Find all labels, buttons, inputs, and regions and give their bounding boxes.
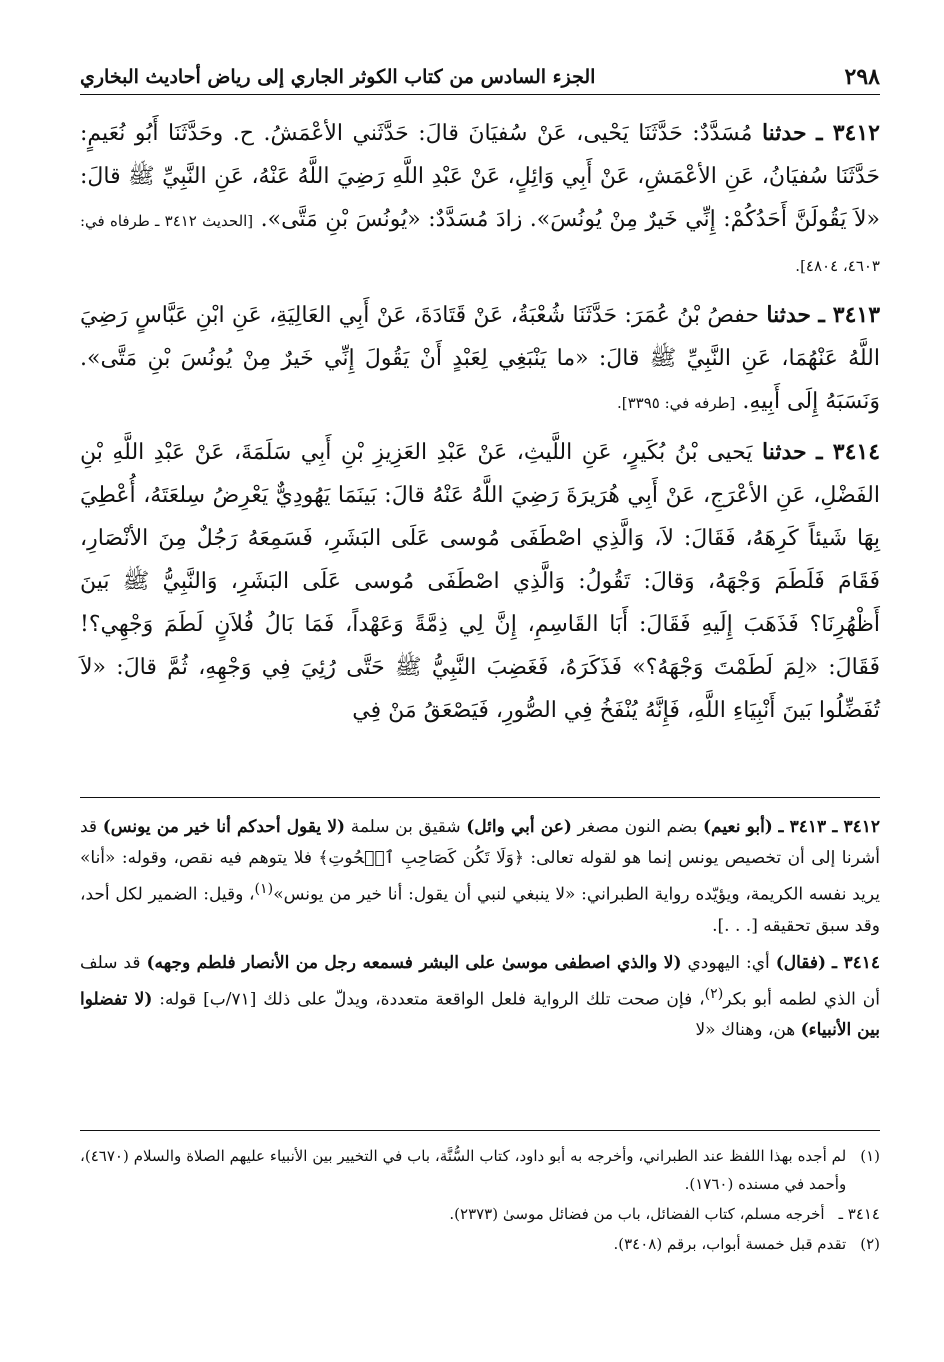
page-number: ٢٩٨ xyxy=(844,64,880,90)
commentary-text: ، وقيل: الضمير لكل أحد، وقد سبق تحقيقه [. . .]. xyxy=(80,884,880,936)
commentary-term: (لا يقول أحدكم أنا خير من يونس) xyxy=(102,817,346,837)
commentary-divider xyxy=(80,797,880,798)
commentary-text: بضم النون مصغر xyxy=(571,817,703,837)
footnote-text: لم أجده بهذا اللفظ عند الطبراني، وأخرجه به أبو داود، كتاب السُّنَّة، باب في التخيير بين الأنبياء عليهم الصلاة والسلام (٤٦٧٠)، وأحمد في مسنده (١٧٦٠). xyxy=(80,1147,847,1193)
hadith-body: حفصُ بْنُ عُمَرَ: حَدَّثَنَا شُعْبَةُ، عَنْ قَتَادَةَ، عَنْ أَبِي العَالِيَةِ، عَنِ ابْنِ عَبَّاسٍ رَضِيَ اللَّهُ عَنْهُمَا، عَنِ النَّبِيِّ ﷺ قالَ: «ما يَنْبَغِي لِعَبْدٍ أَنْ يَقُولَ إِنِّي خَيرٌ مِنْ يُونُسَ بْنِ مَتَّى». وَنَسَبَهُ إِلَى أَبِيهِ. xyxy=(80,303,880,414)
commentary-term: (لا تفضلوا بين الأنبياء) xyxy=(80,989,880,1041)
commentary-text: ، فإن صحت تلك الرواية فلعل الواقعة متعددة، ويدلّ على ذلك [٧١/ب] قوله: xyxy=(152,989,705,1010)
hadith-number: ٣٤١٣ ـ xyxy=(818,302,881,328)
commentary-3414 xyxy=(80,948,880,1047)
hadith-3414 xyxy=(80,431,880,732)
commentary-text: شقيق بن سلمة xyxy=(345,817,467,837)
footnote-number: (١) xyxy=(860,1147,880,1165)
commentary-text: قد أشرنا إلى أن تخصيص يونس إنما هو لقوله تعالى: ﴿وَلَا تَكُن كَصَاحِبِ ٱلۡحُوتِ﴾ فلا يتوهم فيه نقص، وقوله: «أنا» يريد نفسه الكريمة، ويؤيّده رواية الطبراني: «لا ينبغي لنبي أن يقول: أنا خير من يونس» xyxy=(80,817,880,905)
footnote-2 xyxy=(80,1230,880,1258)
commentary-text: أي: اليهودي xyxy=(681,952,776,973)
hadith-body: مُسَدَّدٌ: حَدَّثَنَا يَحْيى، عَنْ سُفيَانَ قالَ: حَدَّثَني الأعْمَشُ. ح. وحَدَّثَنَا أَبُو نُعَيمٍ: حَدَّثَنَا سُفيَانُ، عَنِ الأعْمَشِ، عَنْ أَبِي وَائِلٍ، عَنْ عَبْدِ اللَّهِ رَضِيَ اللَّهُ عَنْهُ، عَنِ النَّبِيِّ ﷺ قالَ: «لاَ يَقُولَنَّ أَحَدُكُمْ: إِنِّي خَيرٌ مِنْ يُونُسَ». زادَ مُسَدَّدٌ: «يُونُسَ بْنِ مَتَّى». xyxy=(80,121,880,232)
commentary-text: هن، وهناك «لا xyxy=(695,1020,801,1041)
commentary-term: (لا والذي اصطفى موسىٰ على البشر فسمعه رجل من الأنصار فلطم وجهه) xyxy=(146,952,682,973)
hadith-number: ٣٤١٤ ـ xyxy=(816,439,881,465)
page-header xyxy=(80,56,880,95)
footnote-3414 xyxy=(80,1200,880,1228)
commentary-section xyxy=(80,812,880,1052)
commentary-term: (عن أبي وائل) xyxy=(466,817,572,837)
footnotes-divider xyxy=(80,1130,880,1131)
hadith-lead: حدثنا xyxy=(761,439,807,465)
footnotes-section xyxy=(80,1142,880,1260)
hadith-number: ٣٤١٢ ـ xyxy=(816,120,880,146)
hadith-lead: حدثنا xyxy=(761,120,807,146)
hadith-lead: حدثنا xyxy=(766,302,811,328)
footnote-marker: (١) xyxy=(254,881,274,897)
running-title: الجزء السادس من كتاب الكوثر الجاري إلى رياض أحاديث البخاري xyxy=(80,66,596,88)
hadith-3413 xyxy=(80,294,880,425)
footnote-text: تقدم قبل خمسة أبواب، برقم (٣٤٠٨). xyxy=(613,1235,847,1253)
footnote-marker: (٢) xyxy=(704,985,724,1002)
footnote-number: (٢) xyxy=(860,1235,880,1253)
commentary-term: (أبو نعيم) xyxy=(703,817,773,837)
hadith-text xyxy=(80,112,880,738)
footnote-number: ٣٤١٤ ـ xyxy=(838,1205,880,1223)
footnote-1 xyxy=(80,1142,880,1198)
hadith-reference: [الحديث ٣٤١٢ ـ طرفاه في: ٤٦٠٣، ٤٨٠٤]. xyxy=(80,212,880,275)
commentary-number: ٣٤١٤ ـ xyxy=(832,952,881,973)
hadith-reference: [طرفه في: ٣٣٩٥]. xyxy=(616,394,736,412)
hadith-body: يَحيى بْنُ بُكَيرٍ، عَنِ اللَّيثِ، عَنْ عَبْدِ العَزِيزِ بْنِ أَبِي سَلَمَةَ، عَنْ عَبْدِ اللَّهِ بْنِ الفَضْلِ، عَنِ الأعْرَجِ، عَنْ أَبِي هُرَيرَةَ رَضِيَ اللَّهُ عَنْهُ قالَ: بَينَمَا يَهُودِيٌّ يَعْرِضُ سِلعَتَهُ، أُعْطِيَ بِهَا شَيئاً كَرِهَهُ، فَقَالَ: لاَ، وَالَّذِي اصْطَفَى مُوسى عَلَى البَشَرِ، فَسَمِعَهُ رَجُلٌ مِنَ الأنْصَارِ، فَقَامَ فَلَطَمَ وَجْهَهُ، وَقالَ: تَقُولُ: وَالَّذِي اصْطَفَى مُوسى عَلَى البَشَرِ، وَالنَّبِيُّ ﷺ بَينَ أَظْهُرِنَا؟ فَذَهَبَ إِلَيهِ فَقَالَ: أَبَا القَاسِمِ، إِنَّ لِي ذِمَّةً وَعَهْداً، فَمَا بَالُ فُلاَنٍ لَطَمَ وَجْهِي؟! فَقَالَ: «لِمَ لَطَمْتَ وَجْهَهُ؟» فَذَكَرَهُ، فَغَضِبَ النَّبِيُّ ﷺ حَتَّى رُئِيَ فِي وَجْهِهِ، ثُمَّ قالَ: «لاَ تُفَضِّلُوا بَينَ أَنْبِيَاءِ اللَّهِ، فَإِنَّهُ يُنْفَخُ فِي الصُّورِ، فَيَصْعَقُ مَنْ فِي xyxy=(80,440,880,723)
commentary-text: قد سلف أن الذي لطمه أبو بكر xyxy=(80,952,880,1010)
commentary-number: ٣٤١٢ ـ ٣٤١٣ ـ xyxy=(778,817,880,837)
commentary-term: (فقال) xyxy=(775,952,827,973)
hadith-3412 xyxy=(80,112,880,288)
footnote-text: أخرجه مسلم، كتاب الفضائل، باب من فضائل موسىٰ (٢٣٧٣). xyxy=(449,1205,825,1223)
commentary-3412-3413 xyxy=(80,812,880,942)
